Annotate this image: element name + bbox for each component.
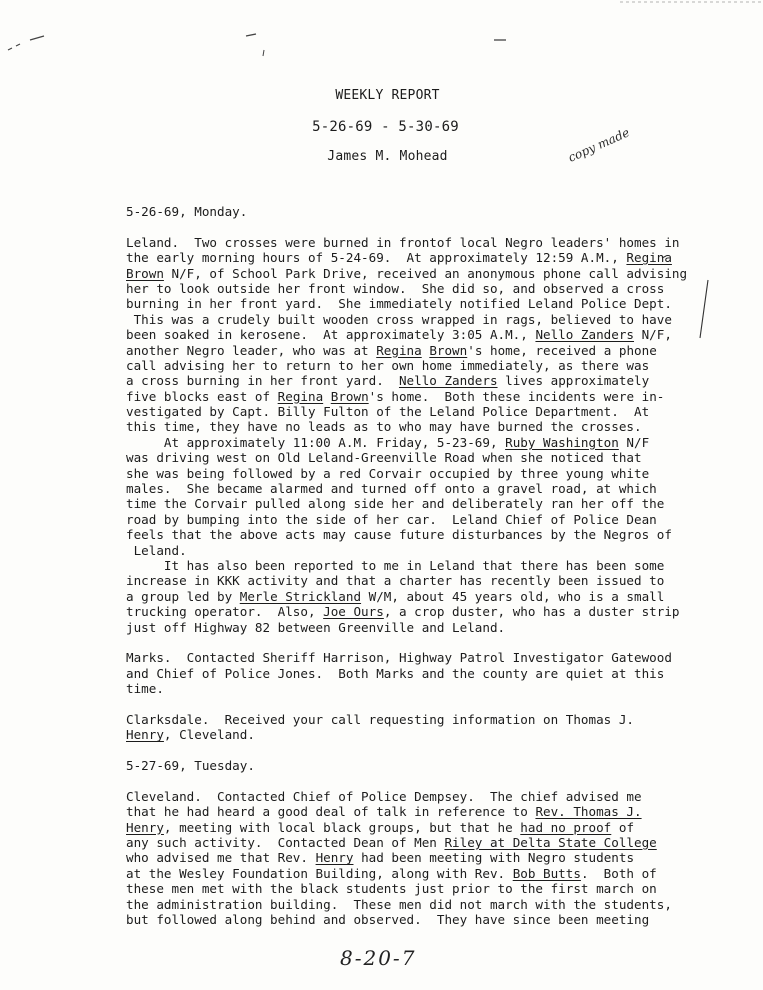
report-date-range: 5-26-69 - 5-30-69 xyxy=(312,119,459,135)
underlined-name: Nello Zanders xyxy=(535,327,635,343)
text-line: the administration building. These men did not march with the students, xyxy=(126,896,672,912)
text-line: any such activity. Contacted Dean of Men Riley at Delta State College xyxy=(126,835,657,851)
text-line: increase in KKK activity and that a charter has recently been issued to xyxy=(126,573,665,589)
text-line: Clarksdale. Received your call requesting information on Thomas J. xyxy=(126,711,634,727)
text-line: a group led by Merle Strickland W/M, about 45 years old, who is a small xyxy=(126,588,665,604)
text-line: another Negro leader, who was at Regina Brown's home, received a phone xyxy=(126,342,657,358)
text-line: Marks. Contacted Sheriff Harrison, Highway Patrol Investigator Gatewood xyxy=(126,650,672,666)
text-line: but followed along behind and observed. They have since been meeting xyxy=(126,911,650,927)
text-line: Cleveland. Contacted Chief of Police Dempsey. The chief advised me xyxy=(126,788,642,804)
underlined-name: Bob Butts xyxy=(512,865,581,881)
text-line: five blocks east of Regina Brown's home. Both these incidents were in- xyxy=(126,388,665,404)
underlined-name: Rev. Thomas J. xyxy=(535,804,642,820)
text-line: Leland. Two crosses were burned in frontof local Negro leaders' homes in xyxy=(126,234,680,250)
text-line: a cross burning in her front yard. Nello Zanders lives approximately xyxy=(126,373,650,389)
text-line: trucking operator. Also, Joe Ours, a crop duster, who has a duster strip xyxy=(126,604,680,620)
text-line: the early morning hours of 5-24-69. At approximately 12:59 A.M., Regina xyxy=(126,250,672,266)
underlined-name: Riley at Delta State College xyxy=(444,835,657,851)
text-line: vestigated by Capt. Billy Fulton of the Leland Police Department. At xyxy=(126,404,650,420)
text-line: who advised me that Rev. Henry had been meeting with Negro students xyxy=(126,850,635,866)
text-line: these men met with the black students just prior to the first march on xyxy=(126,881,657,897)
text-line: and Chief of Police Jones. Both Marks and the county are quiet at this xyxy=(126,665,665,681)
text-line: At approximately 11:00 A.M. Friday, 5-23-69, Ruby Washington N/F xyxy=(126,434,650,450)
text-line: call advising her to return to her own home immediately, as there was xyxy=(126,357,650,373)
text-line: time the Corvair pulled along side her and deliberately ran her off the xyxy=(126,496,665,512)
text-line: 5-26-69, Monday. xyxy=(126,204,248,219)
file-number: 8-20-7 xyxy=(340,946,417,970)
text-line: been soaked in kerosene. At approximately 3:05 A.M., Nello Zanders N/F, xyxy=(126,327,672,343)
text-line: Leland. xyxy=(126,542,187,558)
text-line: she was being followed by a red Corvair occupied by three young white xyxy=(126,465,650,481)
underlined-name: Brown xyxy=(126,265,164,281)
text-line: It has also been reported to me in Leland that there has been some xyxy=(126,557,665,573)
underlined-name: Henry xyxy=(126,727,164,743)
text-line: males. She became alarmed and turned off onto a gravel road, at which xyxy=(126,481,657,497)
underlined-name: Merle Strickland xyxy=(239,588,362,604)
underlined-name: Nello Zanders xyxy=(398,373,498,389)
text-line: Henry, meeting with local black groups, but that he had no proof of xyxy=(126,819,635,835)
text-line: was driving west on Old Leland-Greenville Road when she noticed that xyxy=(126,450,642,466)
text-line: at the Wesley Foundation Building, along with Rev. Bob Butts. Both of xyxy=(126,865,657,881)
text-line: burning in her front yard. She immediately notified Leland Police Dept. xyxy=(126,296,672,312)
paragraph-gap xyxy=(126,697,754,712)
underlined-name: Henry xyxy=(126,819,164,835)
text-line: Henry, Cleveland. xyxy=(126,727,255,743)
report-title: WEEKLY REPORT xyxy=(335,88,440,103)
text-line: 5-27-69, Tuesday. xyxy=(126,758,255,774)
text-line: that he had heard a good deal of talk in reference to Rev. Thomas J. xyxy=(126,804,642,820)
underlined-name: Brown xyxy=(429,342,468,358)
text-line: This was a crudely built wooden cross wrapped in rags, believed to have xyxy=(126,311,672,327)
paragraph-gap xyxy=(126,219,754,234)
underlined-name: Regina xyxy=(277,388,324,404)
copy-made-stamp: copy made xyxy=(566,125,632,165)
text-line: time. xyxy=(126,681,164,697)
underlined-name: Henry xyxy=(315,850,354,866)
paragraph-gap xyxy=(126,743,754,758)
text-line: feels that the above acts may cause future disturbances by the Negros of xyxy=(126,527,672,543)
underlined-name: had no proof xyxy=(520,819,612,835)
underlined-name: Regina xyxy=(376,342,422,358)
text-line: this time, they have no leads as to who may have burned the crosses. xyxy=(126,419,642,435)
underlined-name: Regina xyxy=(626,250,672,266)
paragraph-gap xyxy=(126,635,754,650)
underlined-name: Brown xyxy=(330,388,369,404)
paragraph-gap xyxy=(126,773,754,788)
text-line: road by bumping into the side of her car. Leland Chief of Police Dean xyxy=(126,511,657,527)
report-author: James M. Mohead xyxy=(327,149,448,164)
text-line: Brown N/F, of School Park Drive, received an anonymous phone call advising xyxy=(126,265,688,281)
underlined-name: Ruby Washington xyxy=(505,434,619,450)
underlined-name: Joe Ours xyxy=(323,604,384,620)
text-line: just off Highway 82 between Greenville and Leland. xyxy=(126,619,506,635)
text-line: her to look outside her front window. She did so, and observed a cross xyxy=(126,280,665,296)
report-body xyxy=(126,204,754,927)
